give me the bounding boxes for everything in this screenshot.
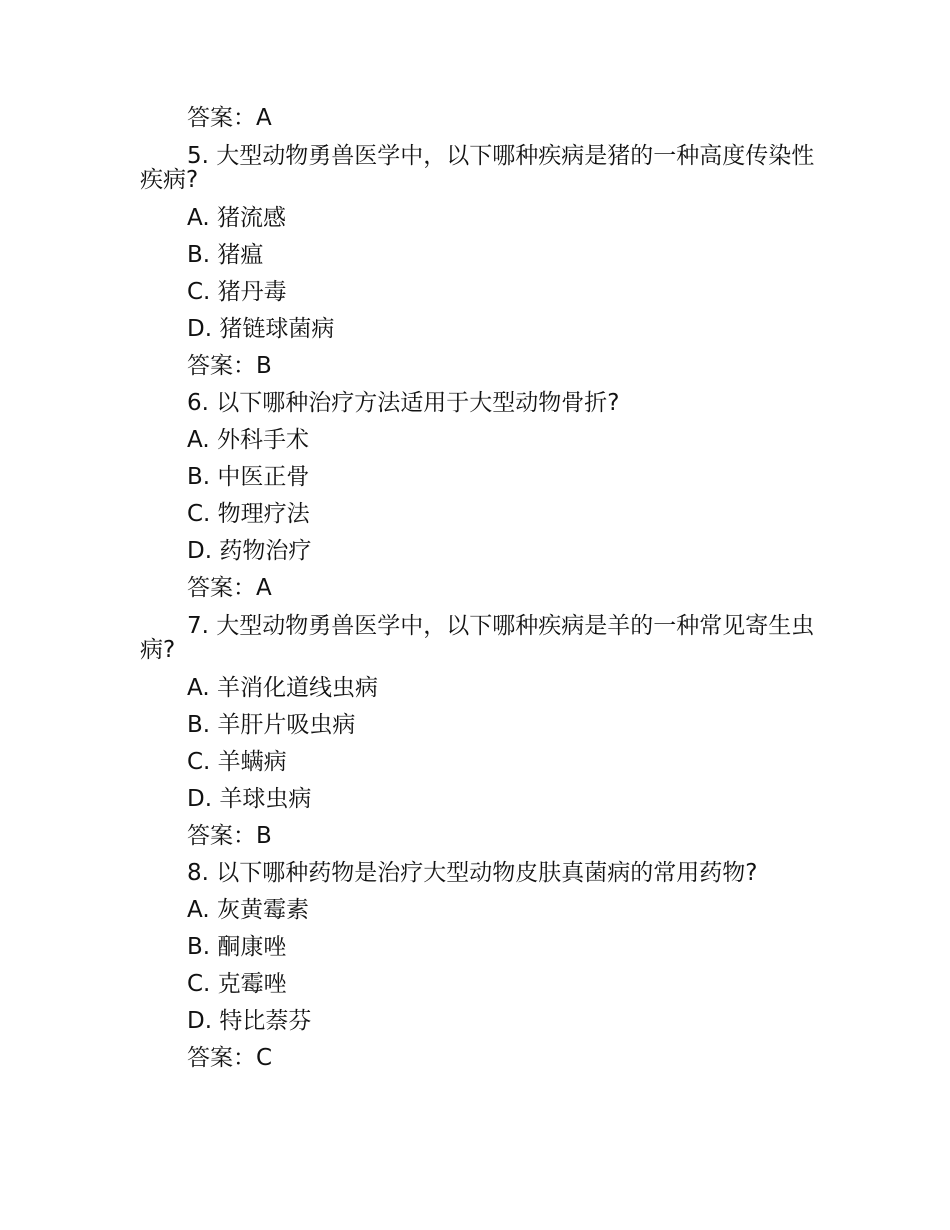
option-line: A. 灰黄霉素 (187, 897, 309, 923)
option-line: A. 外科手术 (187, 427, 309, 453)
option-line: D. 羊球虫病 (187, 786, 312, 812)
option-line: A. 猪流感 (187, 205, 286, 231)
option-line: D. 特比萘芬 (187, 1008, 312, 1034)
option-line: B. 中医正骨 (187, 464, 310, 490)
question-6: 6. 以下哪种治疗方法适用于大型动物骨折? (187, 390, 620, 416)
option-line: C. 羊螨病 (187, 749, 287, 775)
question-8: 8. 以下哪种药物是治疗大型动物皮肤真菌病的常用药物? (187, 860, 758, 886)
answer-line: 答案：C (187, 1045, 273, 1071)
option-line: C. 猪丹毒 (187, 279, 287, 305)
option-line: C. 克霉唑 (187, 971, 287, 997)
question-5: 5. 大型动物勇兽医学中，以下哪种疾病是猪的一种高度传染性疾病? (140, 143, 815, 193)
answer-line: 答案：B (187, 353, 272, 379)
option-line: B. 酮康唑 (187, 934, 287, 960)
option-line: A. 羊消化道线虫病 (187, 675, 378, 701)
answer-line: 答案：A (187, 105, 272, 131)
answer-line: 答案：B (187, 823, 272, 849)
option-line: D. 猪链球菌病 (187, 316, 335, 342)
quiz-content (140, 100, 820, 1077)
option-line: B. 猪瘟 (187, 242, 264, 268)
answer-line: 答案：A (187, 575, 272, 601)
option-line: D. 药物治疗 (187, 538, 312, 564)
option-line: B. 羊肝片吸虫病 (187, 712, 356, 738)
option-line: C. 物理疗法 (187, 501, 310, 527)
question-7: 7. 大型动物勇兽医学中，以下哪种疾病是羊的一种常见寄生虫病? (140, 613, 815, 663)
